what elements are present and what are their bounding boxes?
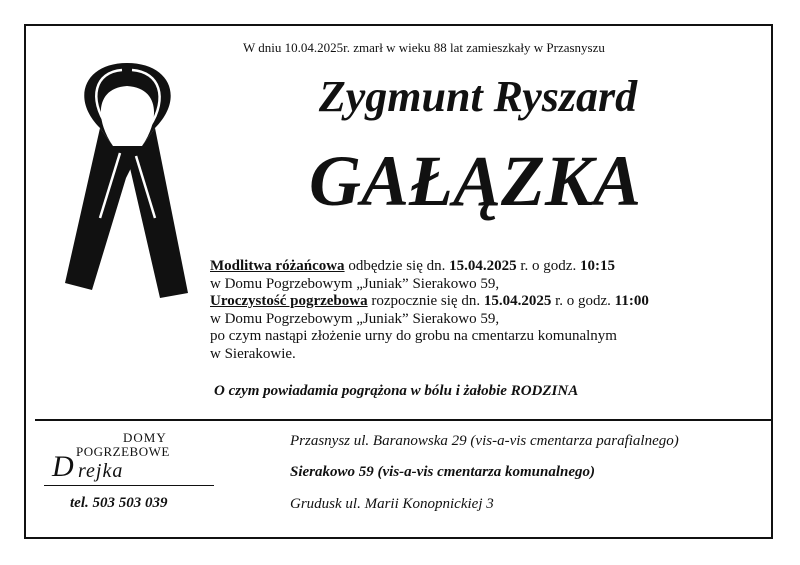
mourning-ribbon-icon <box>60 58 195 298</box>
logo-line-1: DOMY <box>123 430 167 445</box>
rosary-date: 15.04.2025 <box>449 258 517 274</box>
logo-line-2: POGRZEBOWE <box>76 444 170 459</box>
rosary-label: Modlitwa różańcowa <box>210 258 345 274</box>
address-sierakowo: Sierakowo 59 (vis-a-vis cmentarza komunalnego) <box>290 464 596 480</box>
funeral-text: rozpocznie się dn. <box>367 293 484 309</box>
rosary-place: w Domu Pogrzebowym „Juniak” Sierakowo 59, <box>210 275 500 292</box>
funeral-label: Uroczystość pogrzebowa <box>210 293 368 309</box>
deceased-first-names: Zygmunt Ryszard <box>318 72 638 121</box>
funeral-time: 11:00 <box>614 293 649 309</box>
burial-line-2: w Sierakowie. <box>210 345 296 362</box>
logo-underline <box>44 485 214 486</box>
rosary-text: odbędzie się dn. <box>344 258 450 274</box>
burial-line-1: po czym nastąpi złożenie urny do grobu na cmentarzu komunalnym <box>210 328 617 344</box>
funeral-home-logo <box>40 430 220 490</box>
funeral-date: 15.04.2025 <box>483 293 552 309</box>
funeral-time-prefix: r. o godz. <box>551 293 615 309</box>
footer-divider <box>35 419 771 421</box>
funeral-line <box>210 293 770 311</box>
rosary-line <box>210 258 770 276</box>
death-announcement-line: W dniu 10.04.2025r. zmarł w wieku 88 lat zamieszkały w Przasnyszu <box>243 40 605 55</box>
phone-number: tel. 503 503 039 <box>70 495 168 511</box>
logo-name: rejka <box>78 460 124 482</box>
address-grudusk: Grudusk ul. Marii Konopnickiej 3 <box>290 496 494 512</box>
rosary-time: 10:15 <box>579 258 615 274</box>
deceased-surname: GAŁĄZKA <box>308 141 642 221</box>
ceremony-details <box>210 258 770 363</box>
family-announcement: O czym powiadamia pogrążona w bólu i żałobie RODZINA <box>214 383 579 399</box>
address-przasnysz: Przasnysz ul. Baranowska 29 (vis-a-vis cmentarza parafialnego) <box>290 433 679 449</box>
logo-initial: D <box>52 450 74 483</box>
rosary-time-prefix: r. o godz. <box>516 258 580 274</box>
funeral-place: w Domu Pogrzebowym „Juniak” Sierakowo 59, <box>210 310 500 327</box>
